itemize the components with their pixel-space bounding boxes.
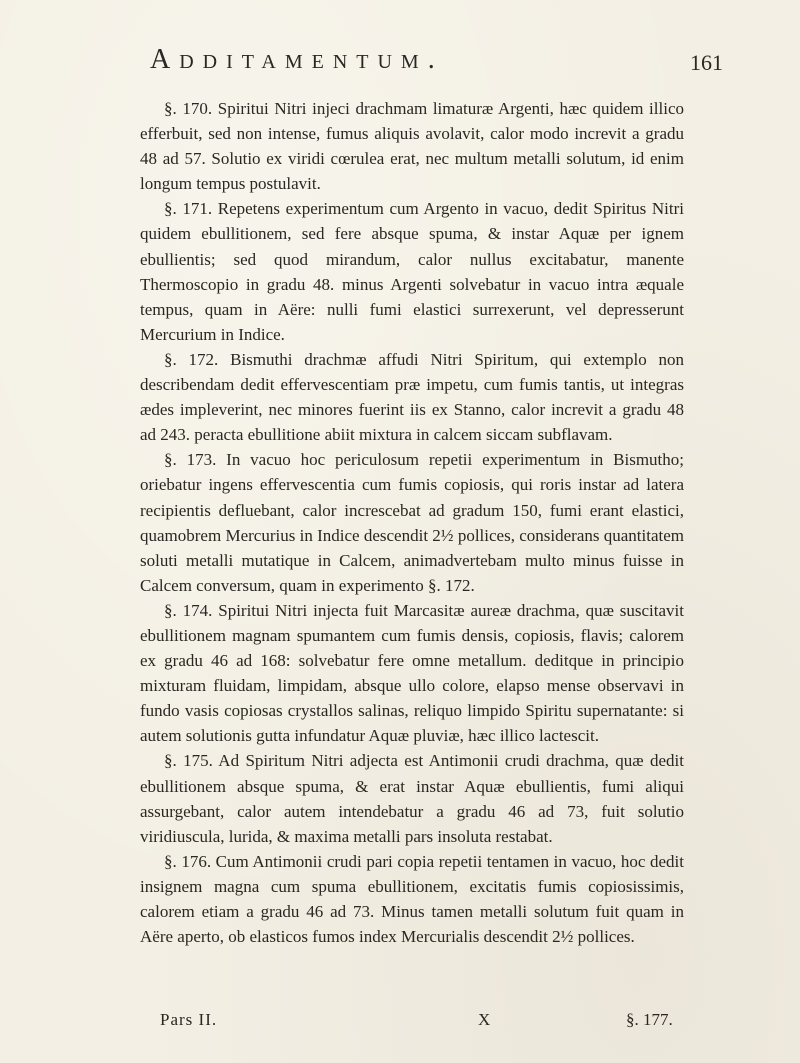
- text-block: [140, 96, 684, 949]
- paragraph-175: §. 175. Ad Spiritum Nitri adjecta est Antimonii crudi drachma, quæ dedit ebullitionem absque spuma, & erat instar Aquæ ebullientis, fumi aliqui assurgebant, calor autem intendebatur a gradu 46 ad 73, fuit solutio viridiuscula, lurida, & maxima metalli pars insoluta restabat.: [140, 751, 684, 846]
- paragraph-176: §. 176. Cum Antimonii crudi pari copia repetii tentamen in vacuo, hoc dedit insignem magna cum spuma ebullitionem, excitatis fumis copiosissimis, calorem etiam a gradu 46 ad 73. Minus tamen metalli solutum fuit quam in Aëre aperto, ob elasticos fumos index Mercurialis descendit 2½ pollices.: [140, 851, 684, 947]
- paragraph-170: §. 170. Spiritui Nitri injeci drachmam limaturæ Argenti, hæc quidem illico efferbuit, sed non intense, fumus aliquis avolavit, calor modo increvit a gradu 48 ad 57. Solutio ex viridi cœrulea erat, nec multum metalli solutum, id enim longum tempus postulavit.: [140, 99, 684, 194]
- paragraph-171: §. 171. Repetens experimentum cum Argento in vacuo, dedit Spiritus Nitri quidem ebullitionem, sed fere absque spuma, & instar Aquæ per ignem ebullientis; sed quod mirandum, calor nullus excitabatur, manente Thermoscopio in gradu 48. minus Argenti solvebatur in vacuo intra æquale tempus, quam in Aëre: nulli fumi elastici surrexerunt, vel depresserunt Mercurium in Indice.: [140, 199, 684, 344]
- running-head: Additamentum.: [150, 44, 444, 75]
- signature-mark: X: [478, 1010, 491, 1029]
- page-footer: [160, 1010, 680, 1036]
- page-number: 161: [690, 50, 723, 75]
- paragraph-172: §. 172. Bismuthi drachmæ affudi Nitri Spiritum, qui extemplo non describendam dedit effervescentiam præ impetu, cum fumis tantis, ut integras ædes impleverint, nec minores fuerint iis ex Stanno, calor increvit a gradu 48 ad 243. peracta ebullitione abiit mixtura in calcem siccam subflavam.: [140, 349, 684, 445]
- paragraph-174: §. 174. Spiritui Nitri injecta fuit Marcasitæ aureæ drachma, quæ suscitavit ebullitionem magnam spumantem cum fumis densis, copiosis, flavis; calorem ex gradu 46 ad 168: solvebatur fere omne metallum. deditque in principio mixturam fluidam, limpidam, absque ullo colore, elapso mense observavi in fundo vasis copiosas crystallos salinas, reliquo limpido Spiritu supernatante: si autem solutionis gutta infundatur Aquæ pluviæ, hæc illico lactescit.: [140, 600, 684, 746]
- signature-line: Pars II.: [160, 1010, 218, 1029]
- paragraph-173: §. 173. In vacuo hoc periculosum repetii experimentum in Bismutho; oriebatur ingens effervescentia cum fumis copiosis, qui roris instar ad latera recipientis defluebant, calor increscebat ad gradum 150, fumi erant elastici, quamobrem Mercurius in Indice descendit 2½ pollices, considerans quantitatem soluti metalli mutatique in Calcem, animadvertebam multo minus fuisse in Calcem conversum, quam in experimento §. 172.: [140, 450, 684, 595]
- catchword: §. 177.: [626, 1010, 673, 1029]
